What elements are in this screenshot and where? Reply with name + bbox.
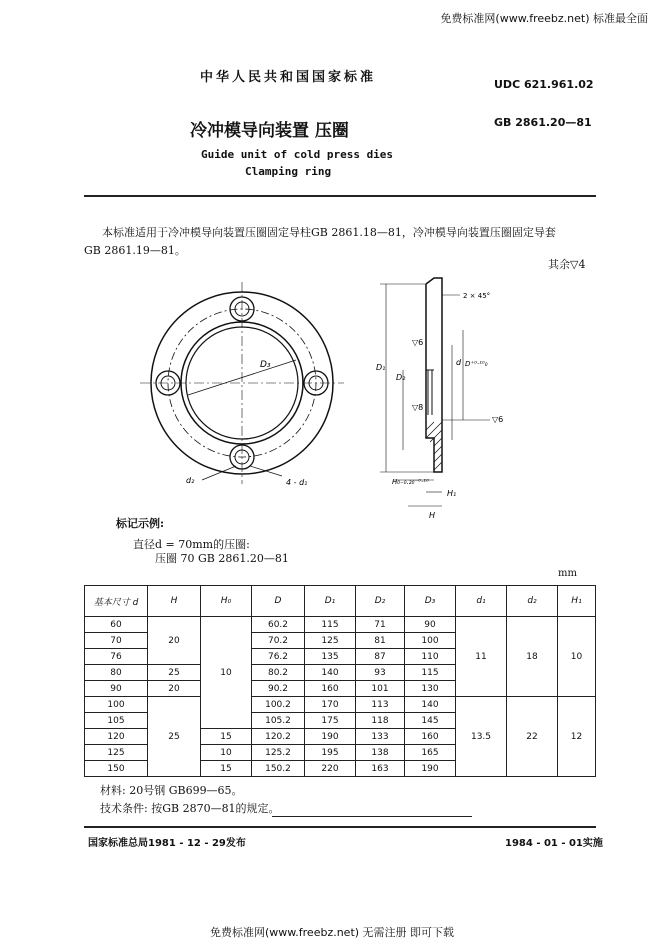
header-D1: D₁ (305, 586, 356, 617)
header-H0: H₀ (201, 586, 252, 617)
table-row: 125 10 125.2 195 138 165 (85, 745, 596, 761)
table-row: 100 25 100.2 170 113 140 13.5 22 12 (85, 697, 596, 713)
rest-roughness-note: 其余▽4 (548, 258, 586, 271)
document-title-cn: 冷冲模导向装置 压圈 (190, 121, 349, 141)
standard-title: 中华人民共和国国家标准 (200, 70, 377, 85)
cell-D1: 115 (305, 617, 356, 633)
label-D3: D₃ (260, 360, 271, 370)
cell-d: 60 (85, 617, 148, 633)
label-4-d1: 4 - d₁ (286, 478, 308, 487)
header-D3: D₃ (405, 586, 456, 617)
udc-code: UDC 621.961.02 (494, 78, 594, 91)
roughness-8: ▽8 (412, 403, 424, 412)
site-banner-top: 免费标准网(www.freebz.net) 标准最全面 (440, 12, 648, 25)
table-header-row (85, 586, 596, 617)
cell-D: 60.2 (252, 617, 305, 633)
table-row: 70 70.2 125 81 100 (85, 633, 596, 649)
table-row: 150 15 150.2 220 163 190 (85, 761, 596, 777)
header-H: H (148, 586, 201, 617)
cell-d2-group-a: 18 (507, 617, 558, 697)
technical-note: 技术条件: 按GB 2870—81的规定。 (100, 802, 280, 815)
issue-date: 国家标准总局1981 - 12 - 29发布 (88, 838, 246, 849)
gb-number: GB 2861.20—81 (494, 116, 592, 129)
footer-divider (84, 826, 596, 828)
table-row (85, 617, 596, 633)
cell-H-100group: 25 (148, 697, 201, 777)
label-chamfer: 2 × 45° (463, 292, 491, 300)
header-D: D (252, 586, 305, 617)
intro-line-2: GB 2861.19—81。 (84, 244, 186, 257)
document-title-en-1: Guide unit of cold press dies (201, 148, 394, 161)
label-D-tolerance: D⁺⁰·¹⁰₀ (465, 360, 488, 368)
table-row: 120 15 120.2 190 133 160 (85, 729, 596, 745)
unit-label: mm (558, 568, 577, 579)
header-d: 基本尺寸 d (85, 586, 148, 617)
header-d1: d₁ (456, 586, 507, 617)
table-row: 80 25 10 80.2 140 93 115 (85, 665, 596, 681)
dimension-table (84, 585, 596, 777)
technical-drawing (90, 270, 600, 520)
material-note: 材料: 20号钢 GB699—65。 (100, 784, 243, 797)
header-D2: D₂ (356, 586, 405, 617)
front-view (140, 282, 344, 484)
cell-d1-group-a: 11 (456, 617, 507, 697)
cell-d2-group-b: 22 (507, 697, 558, 777)
label-D1: D₁ (376, 363, 386, 372)
label-H0: H₀₋₀.₂₀⁻⁰·¹⁰ (392, 478, 429, 486)
document-title-en-2: Clamping ring (245, 165, 332, 178)
marking-line-2: 压圈 70 GB 2861.20—81 (155, 552, 289, 565)
roughness-6-a: ▽6 (412, 338, 424, 347)
header-H1: H₁ (558, 586, 596, 617)
marking-heading: 标记示例: (116, 517, 165, 530)
cell-H-70group: 20 (148, 617, 201, 665)
cell-H1-group-a: 10 (558, 617, 596, 697)
cell-d1-group-b: 13.5 (456, 697, 507, 777)
cell-H0-group: 10 (201, 665, 252, 681)
label-H: H (429, 511, 436, 520)
roughness-6-b: ▽6 (492, 415, 504, 424)
marking-line-1: 直径d = 70mm的压圈: (133, 538, 250, 551)
intro-line-1: 本标准适用于冷冲模导向装置压圈固定导柱GB 2861.18—81，冷冲模导向装置压圈固定导套 (102, 226, 556, 239)
cell-D2: 71 (356, 617, 405, 633)
label-H1: H₁ (447, 489, 457, 498)
cell-H1-group-b: 12 (558, 697, 596, 777)
label-d2: d₂ (186, 476, 195, 485)
implementation-date: 1984 - 01 - 01实施 (505, 838, 603, 849)
header-divider (84, 195, 596, 197)
label-d: d (456, 358, 462, 367)
section-view (380, 278, 490, 506)
header-d2: d₂ (507, 586, 558, 617)
cell-D3: 90 (405, 617, 456, 633)
table-row: 76 76.2 135 87 110 (85, 649, 596, 665)
label-D2: D₂ (396, 373, 406, 382)
table-row: 105 105.2 175 118 145 (85, 713, 596, 729)
notes-divider (272, 816, 472, 817)
table-row: 90 20 90.2 160 101 130 (85, 681, 596, 697)
site-banner-bottom: 免费标准网(www.freebz.net) 无需注册 即可下载 (210, 926, 455, 939)
